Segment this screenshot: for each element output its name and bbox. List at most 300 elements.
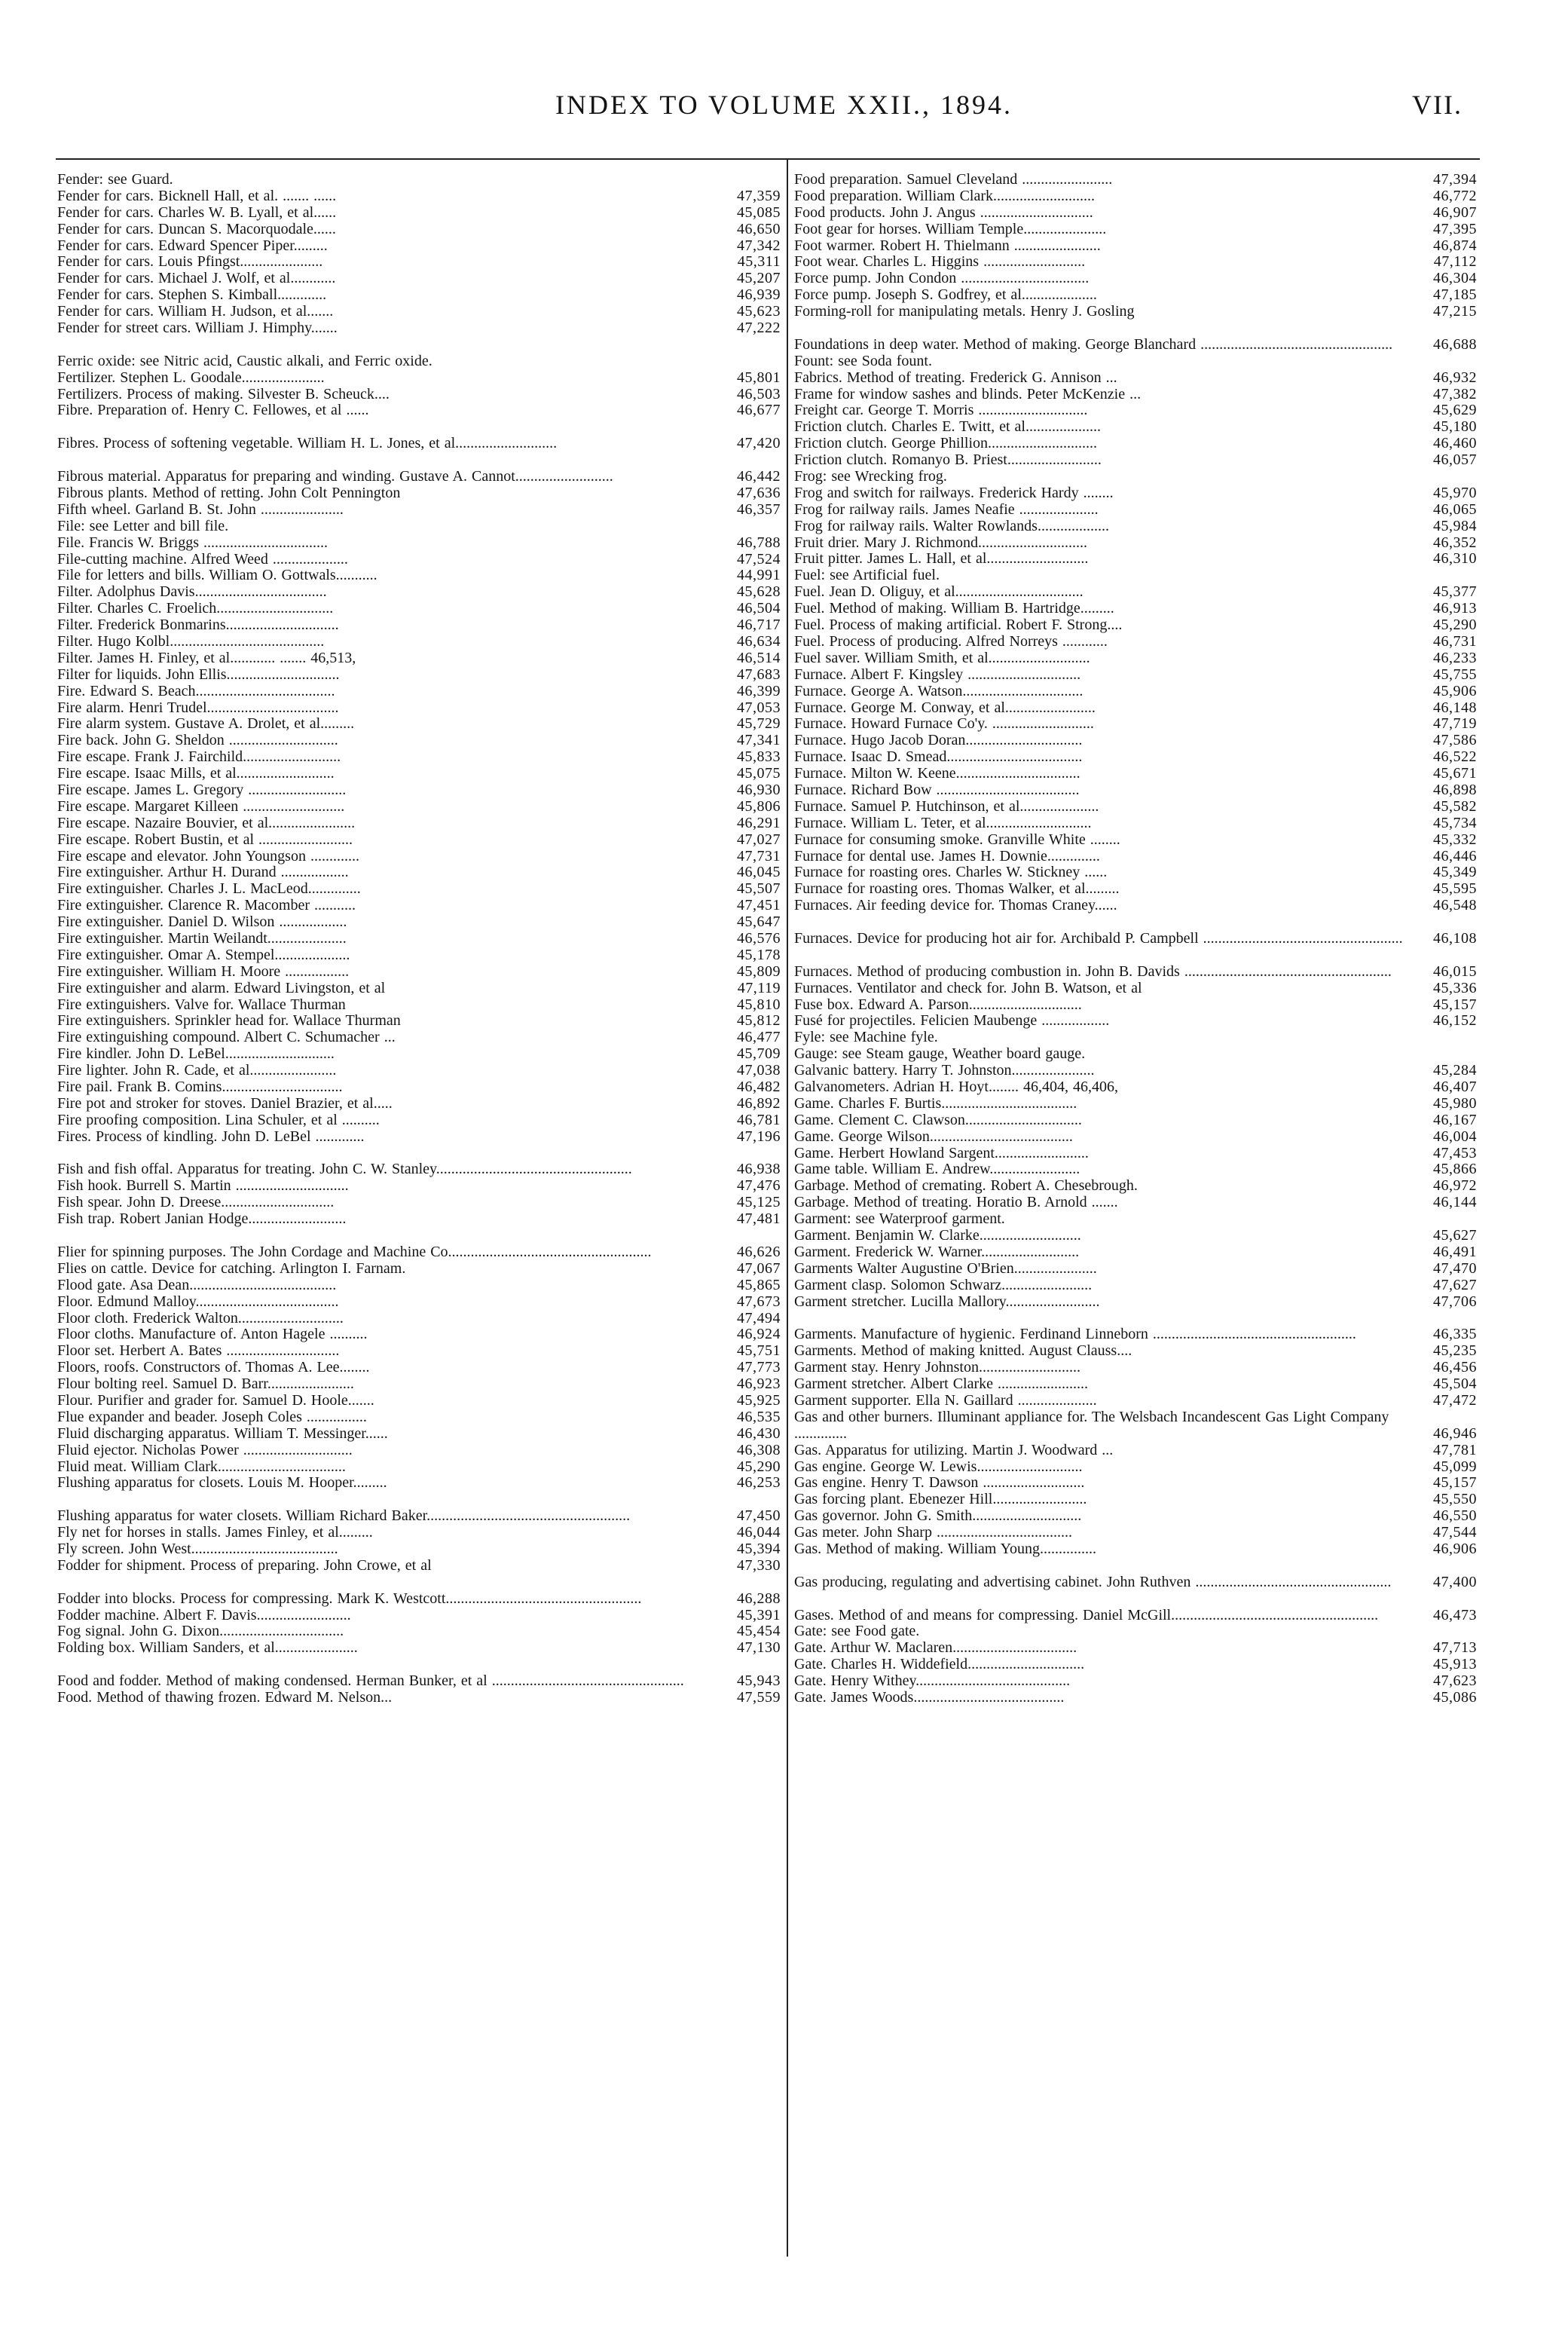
entry-text: Garbage. Method of cremating. Robert A. Chesebrough. — [794, 1178, 1138, 1195]
entry-text: Gas forcing plant. Ebenezer Hill......................... — [794, 1492, 1087, 1508]
patent-number: 45,086 — [1433, 1689, 1477, 1706]
entry-text: Fire extinguisher. Arthur H. Durand .................. — [57, 864, 349, 881]
patent-number: 47,627 — [1433, 1276, 1477, 1293]
index-entry — [794, 452, 1477, 469]
index-entry — [794, 898, 1477, 914]
index-entry — [57, 782, 781, 799]
entry-text: Fly net for horses in stalls. James Finley, et al......... — [57, 1525, 373, 1541]
entry-text: Garment stretcher. Lucilla Mallory......................... — [794, 1293, 1100, 1310]
index-entry — [57, 749, 781, 766]
patent-number: 47,781 — [1433, 1441, 1477, 1458]
index-entry — [794, 1112, 1477, 1129]
patent-number: 47,472 — [1433, 1391, 1477, 1409]
patent-number: 45,085 — [737, 203, 781, 221]
entry-text: File-cutting machine. Alfred Weed .................... — [57, 551, 348, 568]
entry-text: Fender for cars. Louis Pfingst...................... — [57, 254, 323, 271]
index-entry — [794, 947, 1477, 981]
index-entry — [794, 1673, 1477, 1690]
index-entry — [794, 188, 1477, 205]
entry-text: Fire escape. Nazaire Bouvier, et al....................... — [57, 815, 356, 831]
patent-number: 45,377 — [1433, 583, 1477, 601]
entry-text: Garments. Method of making knitted. August Clauss.... — [794, 1343, 1132, 1360]
patent-number: 47,524 — [737, 550, 781, 568]
index-entry — [794, 370, 1477, 387]
entry-text: Food. Method of thawing frozen. Edward M. Nelson... — [57, 1690, 393, 1706]
patent-number: 46,634 — [737, 632, 781, 650]
entry-text: Fibrous plants. Method of retting. John Colt Pennington — [57, 485, 401, 501]
index-entry — [794, 849, 1477, 865]
index-entry — [794, 1393, 1477, 1409]
entry-text: Fire back. John G. Sheldon ............................. — [57, 733, 338, 749]
index-entry — [794, 733, 1477, 749]
patent-number: 46,677 — [737, 402, 781, 419]
patent-number: 46,308 — [737, 1441, 781, 1458]
index-entry — [57, 387, 781, 403]
patent-number: 46,906 — [1433, 1540, 1477, 1557]
index-entry — [794, 1591, 1477, 1624]
patent-number: 46,548 — [1433, 897, 1477, 914]
entry-text: Flushing apparatus for closets. Louis M. Hooper......... — [57, 1475, 387, 1492]
entry-text: Fertilizer. Stephen L. Goodale...................... — [57, 369, 325, 386]
patent-number: 47,494 — [737, 1309, 781, 1327]
patent-number: 46,477 — [737, 1029, 781, 1046]
entry-text: Fire alarm. Henri Trudel................................... — [57, 699, 339, 716]
patent-number: 47,330 — [737, 1556, 781, 1574]
index-entry — [57, 1409, 781, 1426]
entry-text: Furnaces. Method of producing combustion in. John B. Davids ....................................................... — [794, 963, 1392, 980]
entry-text: Fabrics. Method of treating. Frederick G. Annison ... — [794, 369, 1117, 386]
index-entry — [794, 832, 1477, 849]
index-entry — [794, 1063, 1477, 1079]
patent-number: 47,453 — [1433, 1144, 1477, 1161]
entry-text: Fender for cars. William H. Judson, et al....... — [57, 304, 334, 320]
index-entry — [57, 832, 781, 849]
patent-number: 45,812 — [737, 1012, 781, 1030]
index-entry — [794, 1294, 1477, 1311]
patent-number: 47,222 — [737, 320, 781, 336]
patent-number: 46,504 — [737, 600, 781, 617]
patent-number: 45,582 — [1433, 797, 1477, 815]
index-entry — [57, 1459, 781, 1476]
entry-text: Game. George Wilson...................................... — [794, 1128, 1073, 1145]
entry-text: Fibre. Preparation of. Henry C. Fellowes, et al ...... — [57, 402, 369, 419]
index-entry — [57, 716, 781, 733]
index-entry — [794, 535, 1477, 552]
index-entry — [57, 271, 781, 287]
patent-number: 45,595 — [1433, 880, 1477, 898]
entry-text: Floors, roofs. Constructors of. Thomas A. Lee........ — [57, 1360, 370, 1376]
patent-number: 47,382 — [1433, 385, 1477, 402]
entry-text: Gas meter. John Sharp .................................... — [794, 1525, 1072, 1541]
patent-number: 46,335 — [1433, 1326, 1477, 1343]
index-entry — [57, 1096, 781, 1112]
index-entry — [794, 1146, 1477, 1162]
patent-number: 47,731 — [737, 847, 781, 864]
patent-number: 46,626 — [737, 1243, 781, 1260]
entry-text: Freight car. George T. Morris ............................. — [794, 402, 1088, 419]
entry-text: Fire extinguishers. Sprinkler head for. Wallace Thurman — [57, 1013, 401, 1030]
index-entry — [57, 1261, 781, 1278]
patent-number: 47,673 — [737, 1293, 781, 1310]
index-entry — [57, 684, 781, 700]
patent-number: 44,991 — [737, 567, 781, 584]
index-entry — [57, 1657, 781, 1690]
entry-text: Fish hook. Burrell S. Martin .............................. — [57, 1178, 349, 1195]
patent-number: 47,773 — [737, 1359, 781, 1376]
index-entry — [57, 172, 781, 188]
patent-number: 46,152 — [1433, 1012, 1477, 1030]
patent-number: 45,806 — [737, 797, 781, 815]
patent-number: 46,924 — [737, 1326, 781, 1343]
patent-number: 47,420 — [737, 435, 781, 452]
patent-number: 45,925 — [737, 1391, 781, 1409]
index-entry — [794, 1228, 1477, 1244]
entry-text: Fire. Edward S. Beach..................................... — [57, 683, 335, 699]
entry-text: Furnaces. Device for producing hot air for. Archibald P. Campbell ..................................................... — [794, 930, 1403, 947]
index-entry — [794, 502, 1477, 519]
entry-text: Filter. Frederick Bonmarins.............................. — [57, 617, 339, 634]
entry-text: Flier for spinning purposes. The John Cordage and Machine Co...................................................... — [57, 1244, 652, 1260]
entry-text: Fire extinguisher and alarm. Edward Livingston, et al — [57, 980, 386, 996]
entry-text: Fender for cars. Edward Spencer Piper......... — [57, 237, 328, 254]
entry-text: Garments Walter Augustine O'Brien...................... — [794, 1260, 1097, 1277]
entry-text: Gas and other burners. Illuminant appliance for. The Welsbach Incandescent Gas Light Company .............. — [794, 1409, 1389, 1442]
entry-text: Fuel. Jean D. Oliguy, et al.................................. — [794, 584, 1084, 601]
patent-number: 45,507 — [737, 880, 781, 898]
index-entry — [57, 1311, 781, 1327]
index-entry — [794, 799, 1477, 816]
patent-number: 45,729 — [737, 715, 781, 733]
index-entry — [57, 799, 781, 816]
patent-number: 47,185 — [1433, 286, 1477, 304]
patent-number: 45,734 — [1433, 814, 1477, 831]
index-entry — [794, 617, 1477, 634]
patent-number: 46,460 — [1433, 435, 1477, 452]
index-entry — [794, 700, 1477, 717]
entry-text: Gas governor. John G. Smith............................. — [794, 1508, 1082, 1525]
index-entry — [57, 485, 781, 502]
entry-text: Foot wear. Charles L. Higgins ........................... — [794, 254, 1086, 271]
patent-number: 47,130 — [737, 1639, 781, 1657]
entry-text: Fish trap. Robert Janian Hodge.......................... — [57, 1211, 347, 1228]
index-entry — [57, 1195, 781, 1211]
index-entry — [794, 568, 1477, 584]
index-entry — [57, 1376, 781, 1393]
page-title: INDEX TO VOLUME XXII., 1894. — [555, 90, 1013, 120]
patent-number: 46,044 — [737, 1524, 781, 1541]
entry-text: Gauge: see Steam gauge, Weather board gauge. — [794, 1046, 1086, 1063]
patent-number: 46,892 — [737, 1094, 781, 1112]
entry-text: Game. Charles F. Burtis.................................... — [794, 1095, 1077, 1112]
patent-number: 47,196 — [737, 1128, 781, 1145]
index-entry — [794, 981, 1477, 997]
index-entry — [57, 1426, 781, 1443]
entry-text: Gate: see Food gate. — [794, 1623, 920, 1640]
patent-number: 46,938 — [737, 1161, 781, 1178]
index-entry — [57, 1525, 781, 1541]
entry-text: Furnace for roasting ores. Charles W. Stickney ...... — [794, 864, 1108, 881]
entry-text: Fender for cars. Bicknell Hall, et al. ....... ...... — [57, 188, 337, 204]
entry-text: Fruit drier. Mary J. Richmond............................. — [794, 534, 1087, 551]
index-entry — [57, 1013, 781, 1030]
patent-number: 45,075 — [737, 765, 781, 782]
patent-number: 45,627 — [1433, 1227, 1477, 1244]
patent-number: 46,352 — [1433, 534, 1477, 551]
index-entry — [794, 667, 1477, 684]
entry-text: Flour bolting reel. Samuel D. Barr....................... — [57, 1376, 354, 1393]
entry-text: Fire extinguisher. William H. Moore ................. — [57, 963, 350, 980]
patent-number: 45,180 — [1433, 418, 1477, 436]
entry-text: Fuel saver. William Smith, et al........................... — [794, 650, 1090, 666]
entry-text: Fodder machine. Albert F. Davis......................... — [57, 1607, 351, 1623]
index-entry — [794, 1657, 1477, 1673]
index-entry — [57, 222, 781, 238]
index-entry — [57, 402, 781, 419]
index-entry — [794, 1492, 1477, 1508]
index-entry — [794, 1508, 1477, 1525]
index-entry — [794, 320, 1477, 353]
entry-text: Fount: see Soda fount. — [794, 353, 932, 369]
index-entry — [794, 1211, 1477, 1228]
entry-text: Fire kindler. John D. LeBel............................. — [57, 1046, 335, 1063]
entry-text: Ferric oxide: see Nitric acid, Caustic alkali, and Ferric oxide. — [57, 353, 432, 369]
entry-text: Furnaces. Ventilator and check for. John B. Watson, et al — [794, 980, 1142, 996]
patent-number: 46,442 — [737, 468, 781, 485]
index-entry — [794, 1443, 1477, 1459]
entry-text: Filter. James H. Finley, et al............ ....... 46,513, — [57, 650, 356, 666]
index-entry — [57, 1129, 781, 1146]
index-entry — [57, 1294, 781, 1311]
patent-number: 45,671 — [1433, 765, 1477, 782]
entry-text: Foot gear for horses. William Temple...................... — [794, 221, 1107, 237]
index-entry — [794, 1475, 1477, 1492]
index-entry — [794, 584, 1477, 601]
patent-number: 47,470 — [1433, 1259, 1477, 1277]
entry-text: Gate. Henry Withey......................................... — [794, 1673, 1071, 1690]
index-entry — [794, 1195, 1477, 1211]
entry-text: Furnace. Richard Bow ...................................... — [794, 782, 1080, 798]
patent-number: 46,065 — [1433, 500, 1477, 518]
patent-number: 46,688 — [1433, 335, 1477, 353]
entry-text: Friction clutch. Romanyo B. Priest......................... — [794, 452, 1102, 469]
entry-text: File for letters and bills. William O. Gottwals........... — [57, 568, 377, 584]
patent-number: 45,755 — [1433, 666, 1477, 683]
index-entry — [57, 584, 781, 601]
patent-number: 47,683 — [737, 666, 781, 683]
index-entry — [57, 337, 781, 370]
entry-text: Fodder into blocks. Process for compressing. Mark K. Westcott.................................................... — [57, 1590, 642, 1607]
entry-text: Fibres. Process of softening vegetable. William H. L. Jones, et al........................... — [57, 436, 558, 452]
entry-text: Fibrous material. Apparatus for preparing and winding. Gustave A. Cannot.......................... — [57, 469, 613, 485]
index-entry — [57, 1030, 781, 1046]
patent-number: 46,932 — [1433, 369, 1477, 386]
patent-number: 46,514 — [737, 649, 781, 666]
patent-number: 45,290 — [1433, 617, 1477, 634]
index-entry — [794, 1129, 1477, 1146]
index-entry — [57, 552, 781, 568]
patent-number: 45,984 — [1433, 517, 1477, 534]
entry-text: Furnace. George A. Watson................................ — [794, 683, 1084, 699]
entry-text: Fire escape and elevator. John Youngson ............. — [57, 848, 359, 864]
patent-number: 45,311 — [737, 253, 781, 271]
index-entry — [794, 387, 1477, 403]
entry-text: Fire extinguisher. Daniel D. Wilson .................. — [57, 914, 347, 931]
patent-number: 47,559 — [737, 1689, 781, 1706]
index-entry — [57, 1360, 781, 1376]
entry-text: Flies on cattle. Device for catching. Arlington I. Farnam. — [57, 1260, 406, 1277]
entry-text: Fish and fish offal. Apparatus for treating. John C. W. Stanley.................................................... — [57, 1161, 632, 1178]
entry-text: Fender: see Guard. — [57, 171, 173, 188]
entry-text: Garment clasp. Solomon Schwarz........................ — [794, 1277, 1093, 1293]
index-entry — [57, 1623, 781, 1640]
entry-text: Forming-roll for manipulating metals. Henry J. Gosling — [794, 304, 1135, 320]
entry-text: Gas engine. Henry T. Dawson ........................... — [794, 1475, 1085, 1492]
patent-number: 46,772 — [1433, 187, 1477, 204]
index-entry — [794, 881, 1477, 898]
entry-text: Fire alarm system. Gustave A. Drolet, et al......... — [57, 716, 355, 733]
entry-text: Gate. James Woods........................................ — [794, 1690, 1065, 1706]
entry-text: Gas. Apparatus for utilizing. Martin J. Woodward ... — [794, 1442, 1114, 1458]
patent-number: 45,980 — [1433, 1094, 1477, 1112]
index-entry — [57, 1146, 781, 1179]
entry-text: Fly screen. John West....................................... — [57, 1541, 338, 1557]
index-entry — [57, 1228, 781, 1261]
patent-number: 46,057 — [1433, 451, 1477, 469]
index-entry — [794, 1178, 1477, 1195]
index-entry — [57, 1112, 781, 1129]
patent-number: 45,394 — [737, 1541, 781, 1557]
index-entry — [794, 1244, 1477, 1261]
entry-text: Frog and switch for railways. Frederick Hardy ........ — [794, 485, 1114, 501]
entry-text: Fire extinguisher. Charles J. L. MacLeod.............. — [57, 881, 361, 898]
patent-number: 45,391 — [737, 1606, 781, 1623]
index-entry — [794, 469, 1477, 485]
entry-text: Furnace for roasting ores. Thomas Walker, et al......... — [794, 881, 1120, 898]
patent-number: 46,522 — [1433, 748, 1477, 766]
index-entry — [57, 1211, 781, 1228]
patent-number: 46,291 — [737, 814, 781, 831]
index-entry — [794, 436, 1477, 452]
entry-text: Friction clutch. Charles E. Twitt, et al.................... — [794, 419, 1101, 436]
index-entry — [794, 1623, 1477, 1640]
entry-text: Gas engine. George W. Lewis............................ — [794, 1458, 1083, 1475]
patent-number: 46,503 — [737, 385, 781, 402]
patent-number: 45,970 — [1433, 484, 1477, 501]
index-entry — [794, 1261, 1477, 1278]
index-entry — [57, 1393, 781, 1409]
index-entry — [794, 1311, 1477, 1344]
patent-number: 47,476 — [737, 1177, 781, 1195]
index-entry — [57, 568, 781, 584]
entry-text: Flood gate. Asa Dean....................................... — [57, 1277, 337, 1293]
index-entry — [794, 766, 1477, 782]
index-entry — [57, 419, 781, 452]
entry-text: Furnace. Hugo Jacob Doran............................... — [794, 733, 1083, 749]
patent-number: 45,866 — [1433, 1161, 1477, 1178]
patent-number: 45,178 — [737, 946, 781, 963]
patent-number: 46,731 — [1433, 632, 1477, 650]
patent-number: 45,157 — [1433, 1474, 1477, 1492]
index-entry — [57, 617, 781, 634]
index-entry — [57, 864, 781, 881]
index-entry — [794, 353, 1477, 370]
index-entry — [57, 667, 781, 684]
index-entry — [57, 1640, 781, 1657]
index-entry — [794, 1558, 1477, 1591]
index-entry — [794, 1525, 1477, 1541]
patent-number: 46,535 — [737, 1408, 781, 1425]
index-entry — [794, 222, 1477, 238]
entry-text: Fire extinguisher. Clarence R. Macomber ........... — [57, 898, 356, 914]
entry-text: Flue expander and beader. Joseph Coles ................ — [57, 1409, 367, 1425]
index-entry — [57, 914, 781, 931]
patent-number: 46,972 — [1433, 1177, 1477, 1195]
patent-number: 46,898 — [1433, 781, 1477, 798]
index-entry — [57, 519, 781, 535]
index-entry — [794, 816, 1477, 832]
left-column — [57, 172, 781, 1706]
patent-number: 47,706 — [1433, 1293, 1477, 1310]
index-entry — [57, 1443, 781, 1459]
index-entry — [794, 1046, 1477, 1063]
index-entry — [794, 419, 1477, 436]
entry-text: Fuel. Process of producing. Alfred Norreys ............ — [794, 633, 1108, 650]
entry-text: Fertilizers. Process of making. Silvester B. Scheuck.... — [57, 386, 390, 402]
entry-text: Fire extinguisher. Martin Weilandt..................... — [57, 931, 347, 947]
patent-number: 47,544 — [1433, 1524, 1477, 1541]
entry-text: Fire lighter. John R. Cade, et al....................... — [57, 1063, 337, 1079]
index-entry — [794, 716, 1477, 733]
index-entry — [794, 650, 1477, 667]
index-entry — [57, 997, 781, 1014]
index-entry — [57, 931, 781, 947]
entry-text: Furnace. Howard Furnace Co'y. ........................... — [794, 716, 1094, 733]
entry-text: Fire escape. Robert Bustin, et al ......................... — [57, 831, 353, 848]
index-entry — [57, 1079, 781, 1096]
entry-text: Garment. Benjamin W. Clarke........................... — [794, 1228, 1081, 1244]
index-entry — [794, 205, 1477, 222]
entry-text: Furnace. Samuel P. Hutchinson, et al..................... — [794, 798, 1099, 815]
entry-text: Fire pail. Frank B. Comins................................ — [57, 1079, 343, 1096]
index-entry — [794, 254, 1477, 271]
index-entry — [794, 1409, 1477, 1443]
entry-text: Filter. Charles C. Froelich............................... — [57, 601, 334, 617]
index-entry — [57, 452, 781, 485]
index-entry — [794, 1079, 1477, 1096]
entry-text: Floor set. Herbert A. Bates .............................. — [57, 1343, 340, 1360]
patent-number: 45,157 — [1433, 996, 1477, 1013]
entry-text: Floor cloth. Frederick Walton............................ — [57, 1310, 344, 1327]
index-entry — [794, 1161, 1477, 1178]
index-entry — [794, 1541, 1477, 1558]
patent-number: 47,038 — [737, 1062, 781, 1079]
patent-number: 47,215 — [1433, 303, 1477, 320]
entry-text: Flushing apparatus for water closets. William Richard Baker...................................................... — [57, 1508, 631, 1525]
patent-number: 46,407 — [1433, 1079, 1477, 1096]
patent-number: 46,148 — [1433, 699, 1477, 716]
patent-number: 46,923 — [737, 1376, 781, 1393]
patent-number: 47,713 — [1433, 1639, 1477, 1657]
index-entry — [57, 1343, 781, 1360]
index-entry — [57, 898, 781, 914]
index-entry — [57, 502, 781, 519]
index-entry — [57, 1327, 781, 1343]
index-entry — [57, 370, 781, 387]
entry-text: Fire extinguisher. Omar A. Stempel.................... — [57, 947, 350, 963]
index-entry — [794, 1690, 1477, 1706]
entry-text: Fender for cars. Stephen S. Kimball............. — [57, 287, 327, 304]
patent-number: 45,336 — [1433, 979, 1477, 996]
